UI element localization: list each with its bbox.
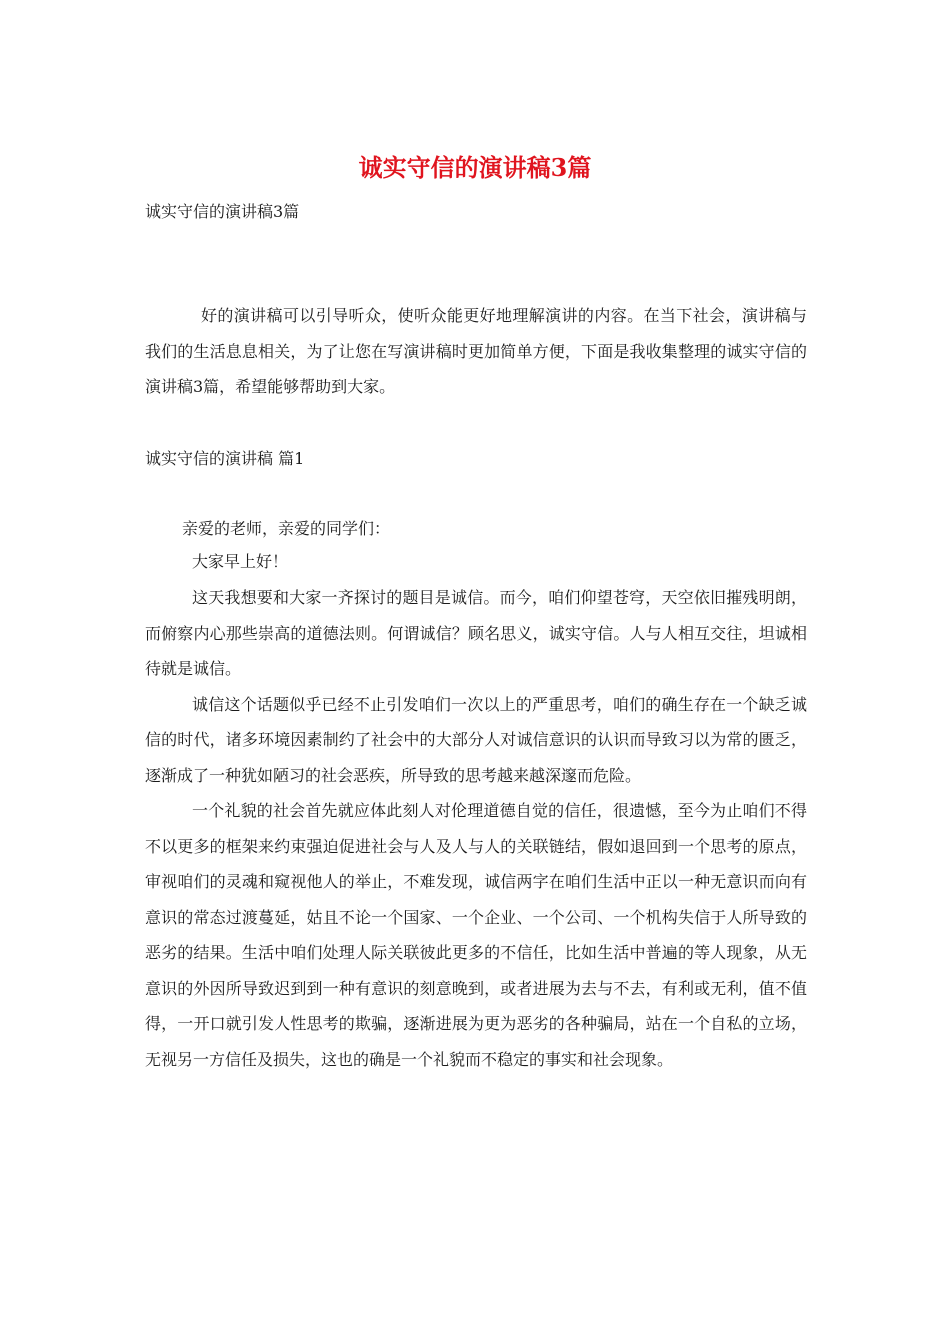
- intro-paragraph: 好的演讲稿可以引导听众，使听众能更好地理解演讲的内容。在当下社会，演讲稿与我们的生活息息相关，为了让您在写演讲稿时更加简单方便，下面是我收集整理的诚实守信的演讲稿3篇，希望能够帮助到大家。: [145, 306, 807, 396]
- salutation: 亲爱的老师，亲爱的同学们：: [182, 519, 391, 538]
- speech-body: [145, 580, 807, 1077]
- document-subtitle: 诚实守信的演讲稿3篇: [145, 202, 300, 221]
- greeting: 大家早上好！: [192, 552, 289, 571]
- section-heading: 诚实守信的演讲稿 篇1: [145, 449, 305, 468]
- body-paragraph-2: 诚信这个话题似乎已经不止引发咱们一次以上的严重思考，咱们的确生存在一个缺乏诚信的时代，诸多环境因素制约了社会中的大部分人对诚信意识的认识而导致习以为常的匮乏，逐渐成了一种犹如陋习的社会恶疾，所导致的思考越来越深邃而危险。: [145, 694, 807, 785]
- body-paragraph-3: 一个礼貌的社会首先就应体此刻人对伦理道德自觉的信任，很遗憾，至今为止咱们不得不以更多的框架来约束强迫促进社会与人及人与人的关联链结，假如退回到一个思考的原点，审视咱们的灵魂和窥视他人的举止，不难发现，诚信两字在咱们生活中正以一种无意识而向有意识的常态过渡蔓延，姑且不论一个国家、一个企业、一个公司、一个机构失信于人所导致的恶劣的结果。生活中咱们处理人际关联彼此更多的不信任，比如生活中普遍的等人现象，从无意识的外因所导致迟到到一种有意识的刻意晚到，或者进展为去与不去，有利或无利，值不值得，一开口就引发人性思考的欺骗，逐渐进展为更为恶劣的各种骗局，站在一个自私的立场，无视另一方信任及损失，这也的确是一个礼貌而不稳定的事实和社会现象。: [145, 801, 807, 1069]
- document-title: 诚实守信的演讲稿3篇: [358, 153, 592, 182]
- body-paragraph-1: 这天我想要和大家一齐探讨的题目是诚信。而今，咱们仰望苍穹，天空依旧摧残明朗，而俯察内心那些崇高的道德法则。何谓诚信？顾名思义，诚实守信。人与人相互交往，坦诚相待就是诚信。: [145, 588, 807, 678]
